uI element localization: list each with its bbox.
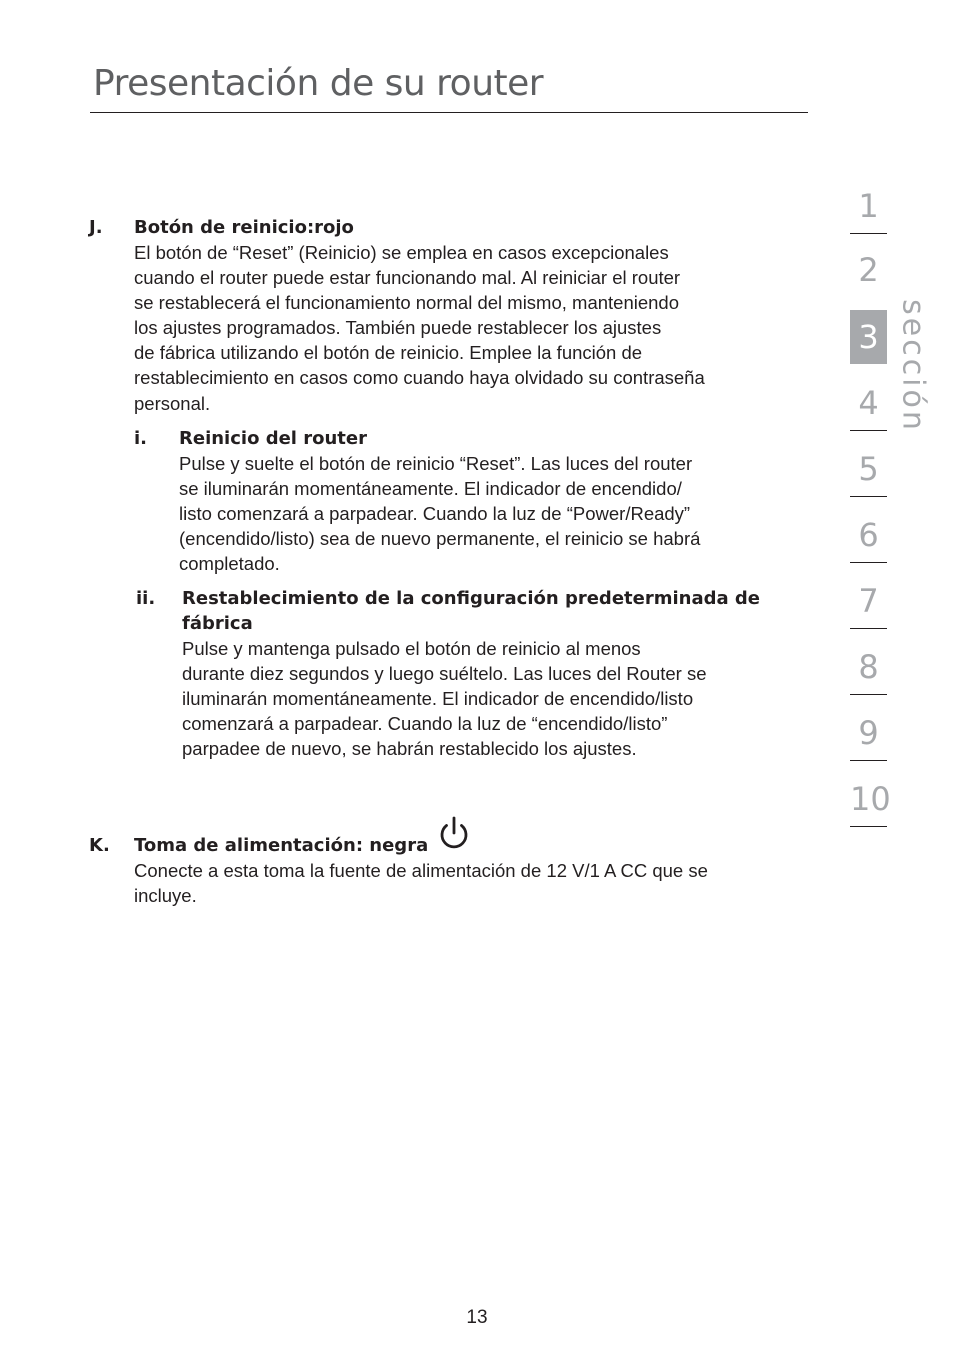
- nav-item-5[interactable]: 5: [850, 447, 887, 497]
- nav-item-10[interactable]: 10: [850, 777, 887, 827]
- section-j-i: [179, 426, 809, 576]
- text-line: restablecimiento en casos como cuando haya olvidado su contraseña: [134, 367, 705, 389]
- text-line: (encendido/listo) sea de nuevo permanente, el reinicio se habrá: [179, 528, 701, 550]
- text-line: se iluminarán momentáneamente. El indicador de encendido/: [179, 478, 682, 500]
- section-j: [134, 215, 814, 416]
- section-j-i-heading: Reinicio del router: [179, 428, 367, 449]
- text-line: se restablecerá el funcionamiento normal del mismo, manteniendo: [134, 292, 680, 314]
- text-line: Conecte a esta toma la fuente de alimentación de 12 V/1 A CC que se: [134, 860, 708, 881]
- text-line: iluminarán momentáneamente. El indicador de encendido/listo: [182, 688, 694, 710]
- section-j-ii-heading: [182, 586, 812, 636]
- text-line: completado.: [179, 553, 280, 575]
- text-line: incluye.: [134, 885, 197, 907]
- page-title: Presentación de su router: [93, 63, 544, 104]
- text-line: El botón de “Reset” (Reinicio) se emplea en casos excepcionales: [134, 242, 669, 263]
- page-number: 13: [466, 1307, 488, 1328]
- text-line: personal.: [134, 392, 211, 414]
- section-k-body: [134, 858, 814, 908]
- section-k: [134, 833, 814, 908]
- nav-item-9[interactable]: 9: [850, 711, 887, 761]
- nav-item-3[interactable]: 3: [850, 310, 887, 364]
- section-j-ii-marker: ii.: [136, 588, 156, 609]
- power-icon: [436, 815, 472, 853]
- text-line: Pulse y mantenga pulsado el botón de reinicio al menos: [182, 638, 641, 659]
- nav-item-1[interactable]: 1: [850, 184, 887, 234]
- section-label-text: sección: [895, 299, 931, 433]
- text-line: parpadee de nuevo, se habrán restablecido los ajustes.: [182, 738, 637, 760]
- section-j-i-marker: i.: [134, 428, 148, 449]
- text-line: listo comenzará a parpadear. Cuando la luz de “Power/Ready”: [179, 503, 691, 525]
- section-j-ii-body: [182, 636, 812, 761]
- section-j-heading: Botón de reinicio:rojo: [134, 217, 354, 238]
- title-divider: [90, 112, 808, 113]
- text-line: cuando el router puede estar funcionando mal. Al reiniciar el router: [134, 267, 681, 289]
- nav-item-6[interactable]: 6: [850, 513, 887, 563]
- nav-item-4[interactable]: 4: [850, 381, 887, 431]
- text-line: durante diez segundos y luego suéltelo. Las luces del Router se: [182, 663, 707, 685]
- text-line: Pulse y suelte el botón de reinicio “Reset”. Las luces del router: [179, 453, 693, 474]
- section-label: [895, 299, 931, 433]
- heading-line: Restablecimiento de la configuración predeterminada de: [182, 588, 760, 609]
- text-line: los ajustes programados. También puede restablecer los ajustes: [134, 317, 662, 339]
- section-k-heading: Toma de alimentación: negra: [134, 835, 429, 856]
- section-j-marker: J.: [89, 217, 103, 238]
- section-j-i-body: [179, 451, 809, 576]
- section-j-body: [134, 240, 814, 416]
- text-line: comenzará a parpadear. Cuando la luz de “encendido/listo”: [182, 713, 668, 735]
- text-line: de fábrica utilizando el botón de reinicio. Emplee la función de: [134, 342, 643, 364]
- nav-item-2[interactable]: 2: [858, 251, 879, 289]
- nav-item-7[interactable]: 7: [850, 579, 887, 629]
- section-k-marker: K.: [89, 835, 110, 856]
- section-j-ii: [182, 586, 812, 761]
- heading-line: fábrica: [182, 613, 253, 634]
- nav-item-8[interactable]: 8: [850, 645, 887, 695]
